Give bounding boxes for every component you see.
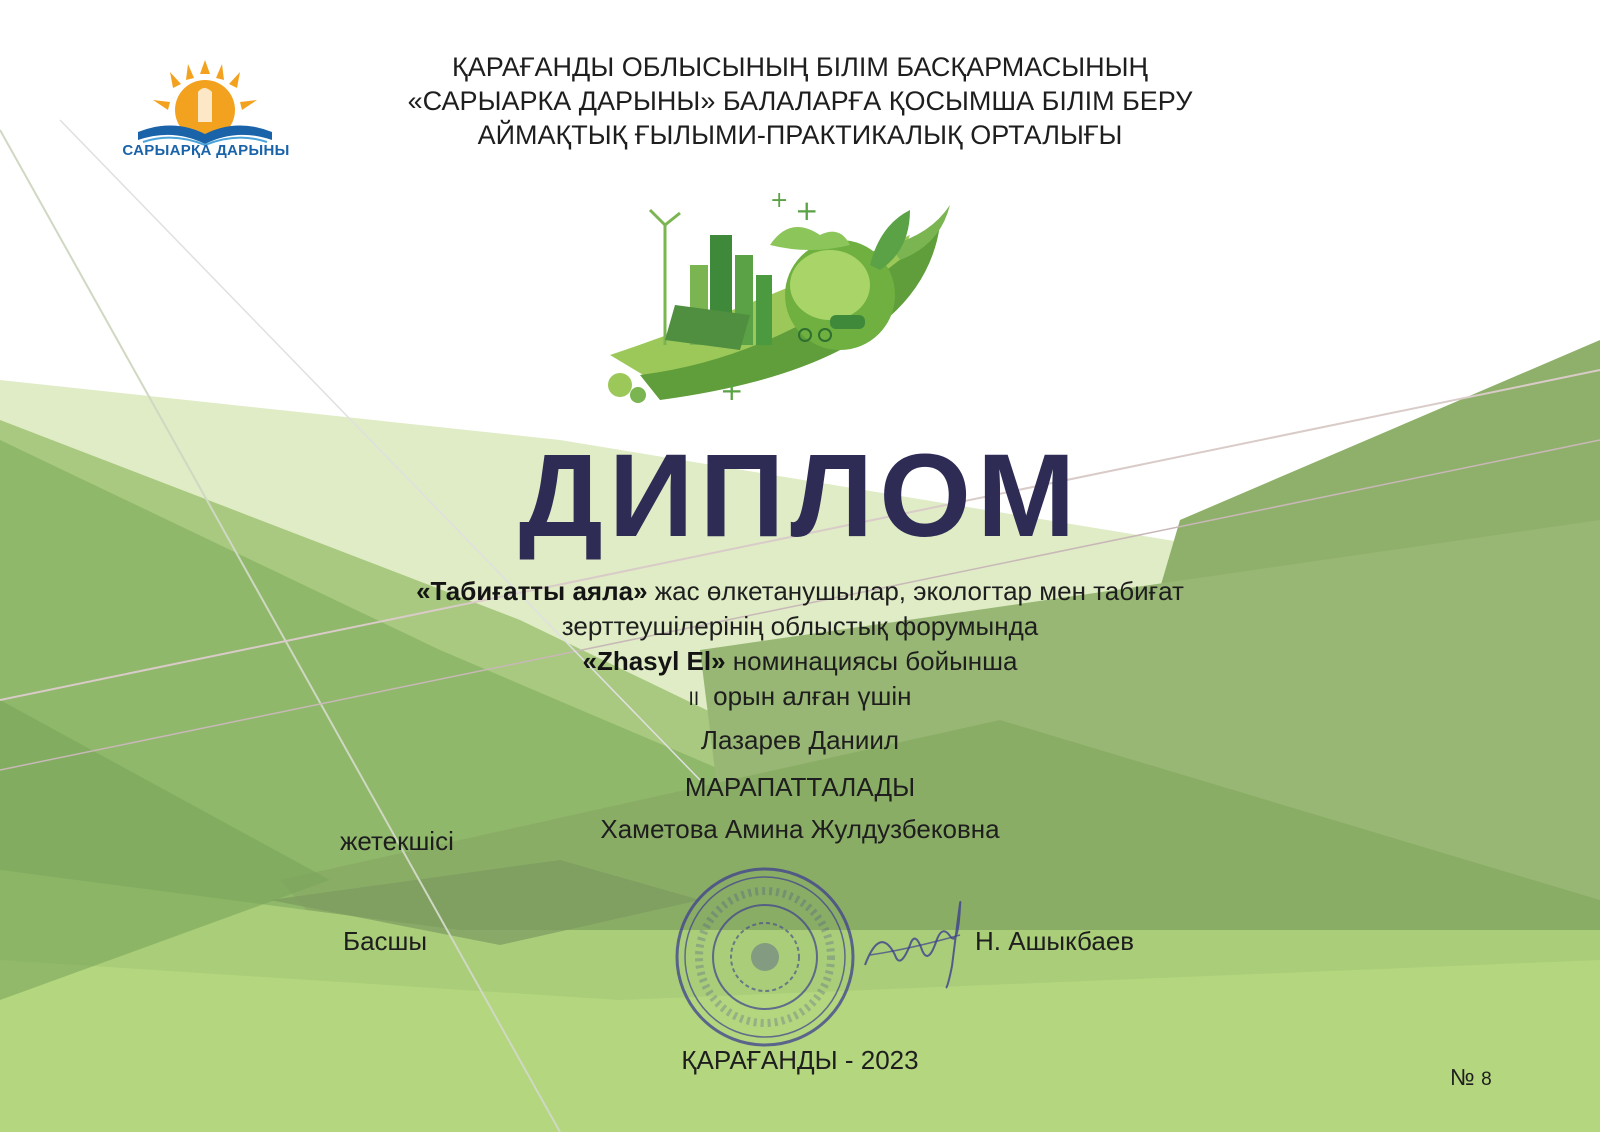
forum-description: жас өлкетанушылар, экологтар мен табиғат xyxy=(647,576,1184,606)
diploma-title: ДИПЛОМ xyxy=(518,430,1082,562)
head-label: Басшы xyxy=(343,926,428,956)
svg-text:+: + xyxy=(795,194,819,227)
number-value: 8 xyxy=(1481,1069,1492,1090)
header-line-2: «САРЫАРКА ДАРЫНЫ» БАЛАЛАРҒА ҚОСЫМША БІЛІМ БЕРУ xyxy=(407,86,1193,116)
supervisor-name: Хаметова Амина Жулдузбековна xyxy=(600,814,1000,844)
document-number xyxy=(1450,1064,1492,1091)
number-sign: № xyxy=(1450,1064,1475,1090)
place-text: орын алған үшін xyxy=(713,681,912,711)
header-line-1: ҚАРАҒАНДЫ ОБЛЫСЫНЫҢ БІЛІМ БАСҚАРМАСЫНЫҢ xyxy=(451,52,1149,82)
forum-line-2: зерттеушілерінің облыстық форумында xyxy=(561,611,1039,641)
nomination-suffix: номинациясы бойынша xyxy=(725,646,1018,676)
forum-line xyxy=(250,574,1350,608)
head-name: Н. Ашыкбаев xyxy=(975,926,1135,956)
nomination-name: «Zhasyl El» xyxy=(582,646,726,676)
header-line-3: АЙМАҚТЫҚ ҒЫЛЫМИ-ПРАКТИКАЛЫҚ ОРТАЛЫҒЫ xyxy=(477,120,1123,150)
logo-text: САРЫАРҚА ДАРЫНЫ xyxy=(122,142,290,159)
green-eco-city-icon xyxy=(580,185,1000,420)
city-year: ҚАРАҒАНДЫ - 2023 xyxy=(681,1045,919,1075)
forum-name: «Табиғатты аяла» xyxy=(416,576,648,606)
svg-text:+: + xyxy=(720,374,744,407)
supervisor-label: жетекшісі xyxy=(340,826,454,856)
nomination-line xyxy=(250,644,1350,678)
svg-text:+: + xyxy=(770,188,789,213)
place-line xyxy=(250,679,1350,717)
organization-header xyxy=(330,50,1270,152)
awarded-text: МАРАПАТТАЛАДЫ xyxy=(684,772,916,802)
place-number: II xyxy=(688,689,700,710)
winner-name: Лазарев Даниил xyxy=(700,725,900,755)
official-stamp-icon xyxy=(670,862,860,1052)
signature-icon xyxy=(860,895,980,995)
